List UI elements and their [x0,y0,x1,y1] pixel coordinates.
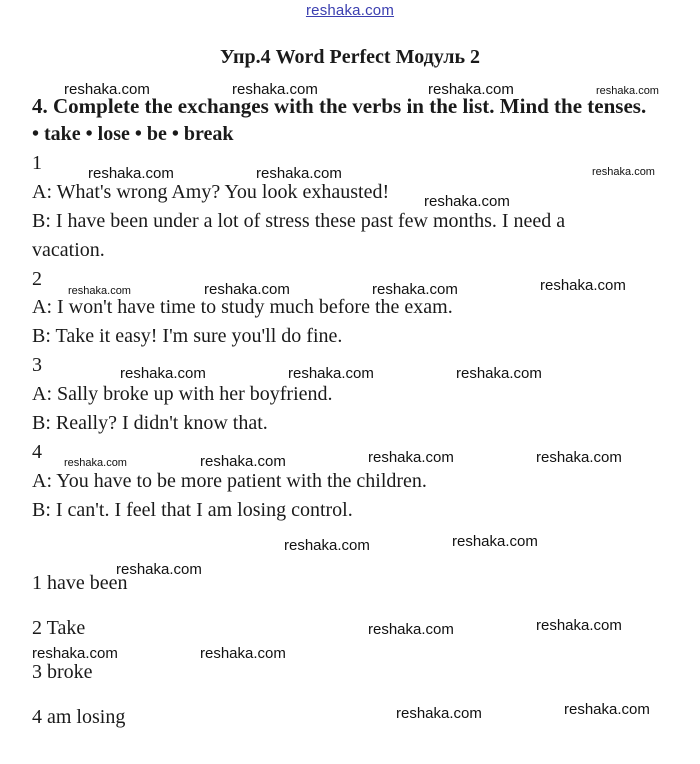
watermark: reshaka.com [596,85,659,97]
watermark: reshaka.com [256,165,342,182]
answer-item: 4 am losing [32,706,126,728]
page-title: Упр.4 Word Perfect Модуль 2 [219,46,481,68]
answer-item: 1 have been [32,572,128,594]
watermark: reshaka.com [424,193,510,210]
task-heading: 4. Complete the exchanges with the verbs in the list. Mind the tenses. [32,94,647,118]
exchange-number: 2 [32,268,42,290]
exchange-line-a: A: What's wrong Amy? You look exhausted! [32,181,390,203]
watermark: reshaka.com [284,537,370,554]
watermark: reshaka.com [232,81,318,98]
watermark: reshaka.com [200,453,286,470]
watermark: reshaka.com [64,81,150,98]
watermark: reshaka.com [120,365,206,382]
watermark: reshaka.com [368,621,454,638]
watermark: reshaka.com [116,561,202,578]
watermark: reshaka.com [204,281,290,298]
exchange-line-b-continued: vacation. [32,239,105,261]
exchange-number: 3 [32,354,42,376]
exchange-line-b: B: Really? I didn't know that. [32,412,268,434]
watermark: reshaka.com [368,449,454,466]
site-link[interactable]: reshaka.com [305,2,395,19]
watermark: reshaka.com [64,457,127,469]
watermark: reshaka.com [88,165,174,182]
watermark: reshaka.com [32,645,118,662]
exchange-line-a: A: I won't have time to study much before the exam. [32,296,453,318]
watermark: reshaka.com [592,166,655,178]
exchange-line-b: B: I have been under a lot of stress these past few months. I need a [32,210,566,232]
watermark: reshaka.com [536,449,622,466]
exchange-line-a: A: You have to be more patient with the children. [32,470,427,492]
watermark: reshaka.com [564,701,650,718]
answer-item: 3 broke [32,661,93,683]
watermark: reshaka.com [288,365,374,382]
exchange-number: 4 [32,441,42,463]
watermark: reshaka.com [536,617,622,634]
watermark: reshaka.com [428,81,514,98]
answer-item: 2 Take [32,617,86,639]
watermark: reshaka.com [396,705,482,722]
exchange-line-b: B: Take it easy! I'm sure you'll do fine. [32,325,343,347]
watermark: reshaka.com [200,645,286,662]
exchange-line-a: A: Sally broke up with her boyfriend. [32,383,333,405]
watermark: reshaka.com [456,365,542,382]
word-list: • take • lose • be • break [32,123,234,145]
watermark: reshaka.com [540,277,626,294]
watermark: reshaka.com [372,281,458,298]
exchange-line-b: B: I can't. I feel that I am losing control. [32,499,353,521]
watermark: reshaka.com [452,533,538,550]
watermark: reshaka.com [68,285,131,297]
exchange-number: 1 [32,152,42,174]
